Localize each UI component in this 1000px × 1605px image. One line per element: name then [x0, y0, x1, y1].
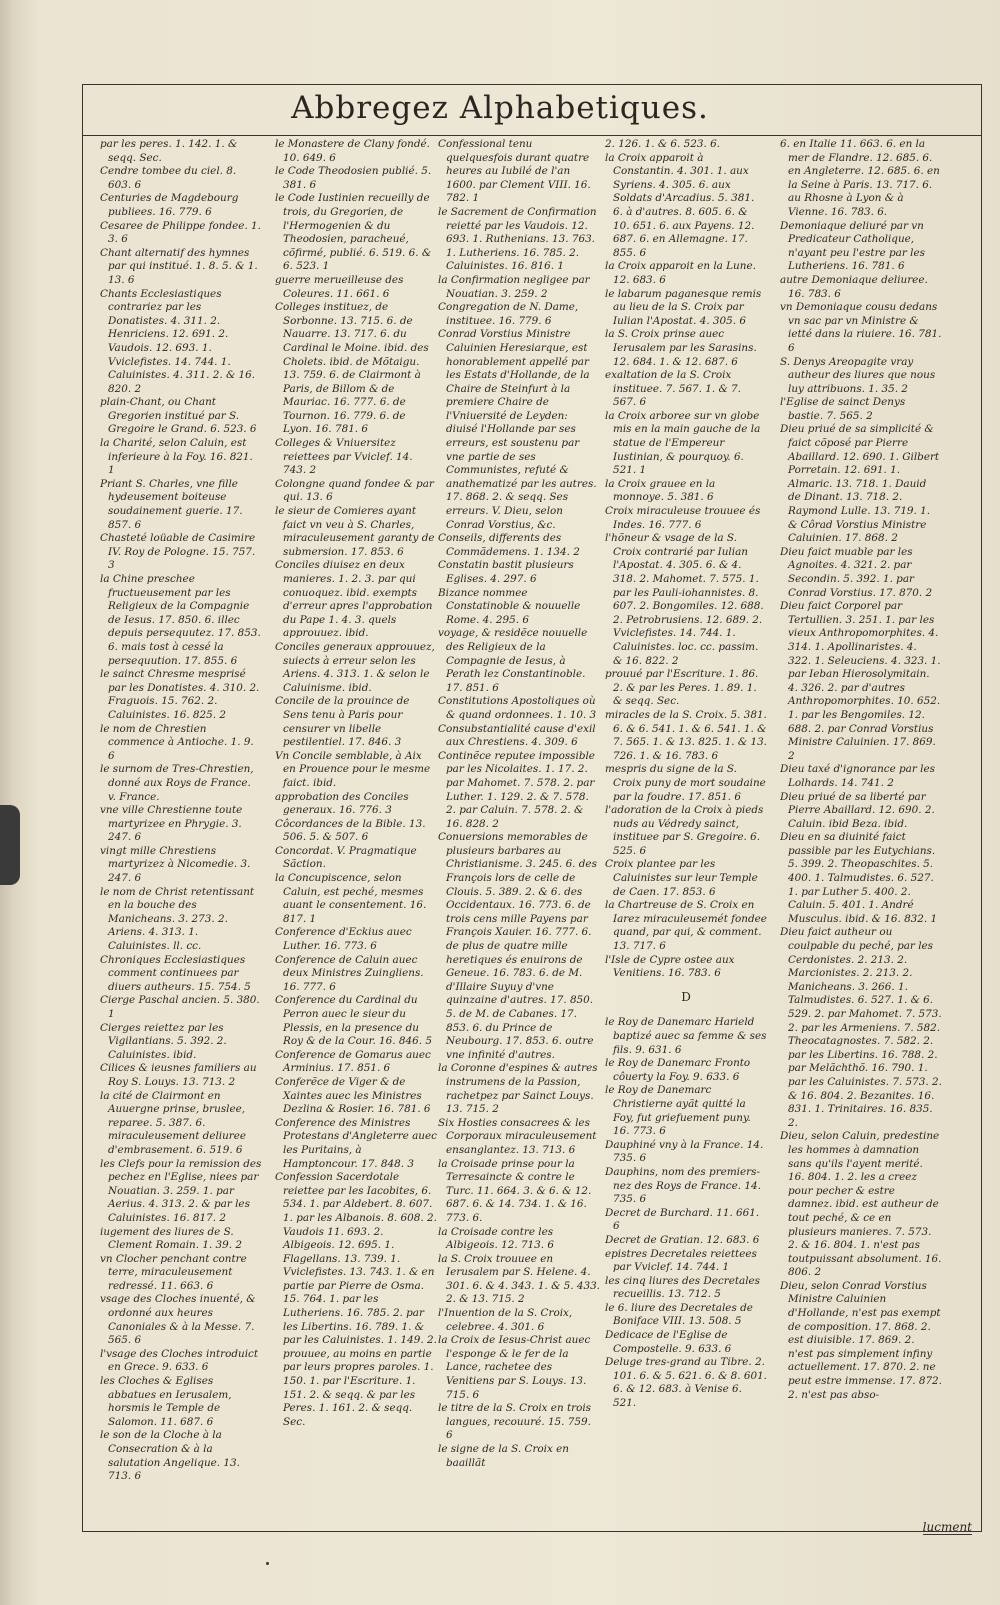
- index-entry: Dedicace de l'Eglise de Compostelle. 9. 633. 6: [605, 1329, 732, 1355]
- index-entry: voyage, & residẽce nouuelle des Religieux de la Compagnie de Iesus, à Perath lez Constantinoble. 17. 851. 6: [438, 627, 588, 694]
- index-entry: Cilices & ieusnes familiers au Roy S. Louys. 13. 713. 2: [100, 1062, 257, 1088]
- index-entry: la Chine preschee fructueusement par les Religieux de la Compagnie de Iesus. 17. 850. 6. illec depuis persequutez. 17. 853. 6. mais tost à cessé la persequution. 17. 855. 6: [100, 573, 261, 667]
- index-entry: exaltation de la S. Croix instituee. 7. 567. 1. & 7. 567. 6: [605, 369, 741, 409]
- index-entry: Chroniques Ecclesiastiques comment continuees par diuers autheurs. 15. 754. 5: [100, 953, 251, 993]
- index-entry: mespris du signe de la S. Croix puny de mort soudaine par la foudre. 17. 851. 6: [605, 763, 766, 803]
- index-entry: la Chartreuse de S. Croix en Iarez miraculeusemét fondee quand, par qui, & comment. 13. 717. 6: [605, 899, 767, 953]
- index-entry: le sainct Chresme mesprisé par les Donatistes. 4. 310. 2. Fraguois. 15. 762. 2. Caluinistes. 16. 825. 2: [100, 668, 260, 721]
- index-entry: la Croix apparoit en la Lune. 12. 683. 6: [605, 260, 756, 286]
- index-entry: 2. 126. 1. & 6. 523. 6.: [605, 138, 720, 150]
- index-entry: le sieur de Comieres ayant faict vn veu à S. Charles, miraculeusement garanty de submersion. 17. 853. 6: [275, 505, 435, 558]
- index-entry: Conciles generaux approuuez, suiects à erreur selon les Ariens. 4. 313. 1. & selon le Caluinisme. ibid.: [275, 640, 435, 694]
- index-entry: vn Demoniaque cousu dedans vn sac par vn Ministre & ietté dans la riuiere. 16. 781. 6: [780, 301, 942, 354]
- index-column-2: [275, 138, 437, 1518]
- index-entry: la Croisade prinse pour la Terresaincte & contre le Turc. 11. 664. 3. & 6. & 12. 687. 6. & 14. 734. 1. & 16. 773. 6.: [438, 1157, 592, 1224]
- index-entry: Dieu priué de sa liberté par Pierre Abaillard. 12. 690. 2. Caluin. ibid Beza. ibid.: [780, 790, 935, 830]
- index-entry: Conference de Gomarus auec Arminius. 17. 851. 6: [275, 1048, 431, 1075]
- index-entry: la Coronne d'espines & autres instrumens de la Passion, rachetpez par Sainct Louys. 13. 715. 2: [438, 1062, 598, 1116]
- index-entry: le son de la Cloche à la Consecration & à la salutation Angelique. 13. 713. 6: [100, 1429, 240, 1483]
- index-entry: vne ville Chrestienne toute martyrizee en Phrygie. 3. 247. 6: [100, 804, 243, 844]
- index-entry: Chants Ecclesiastiques contrariez par les Donatistes. 4. 311. 2. Henriciens. 12. 691. 2. Vaudois. 12. 693. 1. Vviclefistes. 14. 744. 1. Caluinistes. 4. 311. 2. & 16. 820. 2: [100, 287, 256, 395]
- index-entry: Vn Concile semblable, à Aix en Prouence pour le mesme faict. ibid.: [275, 749, 431, 789]
- index-entry: Consubstantialité cause d'exil aux Chrestiens. 4. 309. 6: [438, 722, 596, 749]
- index-entry: S. Denys Areopagite vray autheur des liures que nous luy attribuons. 1. 35. 2: [780, 355, 936, 395]
- index-entry: le titre de la S. Croix en trois langues, recouuré. 15. 759. 6: [438, 1402, 592, 1442]
- index-entry: Dieu en sa diuinité faict passible par les Eutychians. 5. 399. 2. Theopaschites. 5. 400. 1. Talmudistes. 6. 527. 1. par Luther 5. 400. 2. Caluin. 5. 401. 1. André Musculus. ibid. & 16. 832. 1: [780, 831, 938, 925]
- index-entry: 6. en Italie 11. 663. 6. en la mer de Flandre. 12. 685. 6. en Angleterre. 12. 685. 6. en la Seine à Paris. 13. 717. 6. au Rhosne à Lyon & à Vienne. 16. 783. 6.: [780, 138, 940, 218]
- index-entry: les cinq liures des Decretales recueillis. 13. 712. 5: [605, 1274, 761, 1301]
- index-entry: Cierge Paschal ancien. 5. 380. 1: [100, 994, 260, 1020]
- index-entry: le surnom de Tres-Chrestien, donné aux Roys de France. v. France.: [100, 763, 254, 803]
- index-entry: le Sacrement de Confirmation reietté par les Vaudois. 12. 693. 1. Ruthenians. 13. 763. 1. Lutheriens. 16. 785. 2. Caluinistes. 16. 816. 1: [438, 205, 597, 273]
- index-entry: la Croix de Iesus-Christ auec l'esponge & le fer de la Lance, rachetee des Venitiens par S. Louys. 13. 715. 6: [438, 1334, 591, 1401]
- index-entry: prouué par l'Escriture. 1. 86. 2. & par les Peres. 1. 89. 1. & seqq. Sec.: [605, 668, 759, 708]
- index-entry: le nom de Chrestien commence à Antioche. 1. 9. 6: [100, 722, 254, 762]
- index-entry: Conference des Ministres Protestans d'Angleterre auec les Puritains, à Hamptoncour. 17. 848. 3: [275, 1116, 437, 1170]
- index-entry: le nom de Christ retentissant en la bouche des Manicheans. 3. 273. 2. Ariens. 4. 313. 1. Caluinistes. ll. cc.: [100, 885, 255, 953]
- index-entry: vingt mille Chrestiens martyrizez à Nicomedie. 3. 247. 6: [100, 844, 251, 885]
- index-entry: Demoniaque deliuré par vn Predicateur Catholique, n'ayant peu l'estre par les Lutheriens. 16. 781. 6: [780, 219, 925, 273]
- index-entry: Dieu, selon Caluin, predestine les hommes à damnation sans qu'ils l'ayent merité. 16. 804. 1. 2. les a creez pour pecher & estre damnez. ibid. est autheur de tout peché, & ce en plusieurs manieres. 7. 573. 2. & 16. 804. 1. n'est pas toutpuissant absolument. 16. 806. 2: [780, 1130, 942, 1279]
- header-rule: [83, 135, 981, 136]
- index-entry: Constatin bastit plusieurs Eglises. 4. 297. 6: [438, 559, 574, 585]
- index-entry: Dauphins, nom des premiers-nez des Roys de France. 14. 735. 6: [605, 1165, 761, 1206]
- index-entry: Cierges reiettez par les Vigilantians. 5. 392. 2. Caluinistes. ibid.: [100, 1021, 227, 1061]
- index-entry: Conferẽce de Viger & de Xaintes auec les Ministres Dezlina & Rosier. 16. 781. 6: [275, 1075, 431, 1116]
- index-entry: le Roy de Danemarc Fronto côuerty la Foy. 9. 633. 6: [605, 1057, 751, 1083]
- index-entry: la Croisade contre les Albigeois. 12. 713. 6: [438, 1225, 554, 1252]
- index-entry: Confession Sacerdotale reiettee par les Iacobites, 6. 534. 1. par Aldebert. 8. 607. 1. par les Albanois. 8. 608. 2. Vaudois 11. 693. 2. Albigeois. 12. 695. 1. Flagellans. 13. 739. 1. Vviclefistes. 13. 743. 1. & en partie par Pierre de Osma. 15. 764. 1. par les Lutheriens. 16. 785. 2. par les Libertins. 16. 789. 1. & par les Caluinistes. 1. 149. 2. prouuee, au moins en partie par leurs propres paroles. 1. 150. 1. par l'Escriture. 1. 151. 2. & seqq. & par les Peres. 1. 161. 2. & seqq. Sec.: [275, 1171, 437, 1428]
- index-entry: le Code Iustinien recueilly de trois, du Gregorien, de l'Hermogenien & du Theodosien, paracheué, cõfirmé, publié. 6. 519. 6. & 6. 523. 1: [275, 192, 432, 273]
- index-entry: Colongne quand fondee & par qui. 13. 6: [275, 477, 434, 504]
- catchword: lucment: [922, 1520, 972, 1534]
- index-entry: Six Hosties consacrees & les Corporaux miraculeusement ensanglantez. 13. 713. 6: [438, 1116, 597, 1156]
- index-entry: Colleges instituez, de Sorbonne. 13. 715. 6. de Nauarre. 13. 717. 6. du Cardinal le Moine. ibid. des Cholets. ibid. de Mõtaigu. 13. 759. 6. de Clairmont à Paris, de Billom & de Mauriac. 16. 777. 6. de Tournon. 16. 779. 6. de Lyon. 16. 781. 6: [275, 301, 429, 436]
- index-entry: Colleges & Vniuersitez reiettees par Vviclef. 14. 743. 2: [275, 437, 413, 477]
- index-entry: guerre merueilleuse des Coleures. 11. 661. 6: [275, 273, 404, 300]
- index-entry: Decret de Gratian. 12. 683. 6: [605, 1233, 760, 1246]
- index-entry: les Cloches & Eglises abbatues en Ierusalem, horsmis le Temple de Salomon. 11. 687. 6: [100, 1375, 232, 1428]
- index-entry: la Croix grauee en la monnoye. 5. 381. 6: [605, 477, 716, 504]
- index-entry: Cesaree de Philippe fondee. 1. 3. 6: [100, 219, 261, 246]
- index-column-1: [100, 138, 262, 1518]
- index-entry: Cendre tombee du ciel. 8. 603. 6: [100, 165, 237, 191]
- index-column-5: [780, 138, 942, 1518]
- index-entry: la S. Croix trouuee en Ierusalem par S. Helene. 4. 301. 6. & 4. 343. 1. & 5. 433. 2. & 13. 715. 2: [438, 1252, 600, 1306]
- index-entry: les Clefs pour la remission des pechez en l'Eglise, niees par Nouatian. 3. 259. 1. par Aerius. 4. 313. 2. & par les Caluinistes. 16. 817. 2: [100, 1157, 262, 1224]
- index-entry: la Concupiscence, selon Caluin, est peché, mesmes auant le consentement. 16. 817. 1: [275, 872, 427, 925]
- index-entry: le Roy de Danemarc Harield baptizé auec sa femme & ses fils. 9. 631. 6: [605, 1016, 767, 1056]
- section-letter: D: [681, 989, 691, 1004]
- index-entry: le labarum paganesque remis au lieu de la S. Croix par Iulian l'Apostat. 4. 305. 6: [605, 287, 762, 327]
- index-entry: le Roy de Danemarc Christierne ayãt quitté la Foy, fut griefuement puny. 16. 773. 6: [605, 1084, 751, 1138]
- index-entry: la Confirmation negligee par Nouatian. 3. 259. 2: [438, 273, 590, 300]
- index-entry: Conference de Caluin auec deux Ministres Zuingliens. 16. 777. 6: [275, 953, 424, 993]
- index-entry: vsage des Cloches inuenté, & ordonné aux heures Canoniales & à la Messe. 7. 565. 6: [100, 1293, 256, 1347]
- index-entry: Dieu priué de sa simplicité & faict cõposé par Pierre Abaillard. 12. 690. 1. Gilbert Porretain. 12. 691. 1. Almaric. 13. 718. 1. Dauid de Dinant. 13. 718. 2. Raymond Lulle. 13. 719. 1. & Côrad Vorstius Ministre Caluinien. 17. 868. 2: [780, 423, 940, 545]
- index-entry: le signe de la S. Croix en baaillãt: [438, 1443, 570, 1469]
- index-entry: la S. Croix prinse auec Ierusalem par les Sarasins. 12. 684. 1. & 12. 687. 6: [605, 328, 757, 368]
- index-entry: Dieu faict muable par les Agnoites. 4. 321. 2. par Secondin. 5. 392. 1. par Conrad Vorstius. 17. 870. 2: [780, 545, 933, 599]
- index-entry: l'Inuention de la S. Croix, celebree. 4. 301. 6: [438, 1307, 573, 1333]
- index-entry: Conrad Vorstius Ministre Caluinien Heresiarque, est honorablement appellé par les Estats d'Hollande, de la Chaire de Steinfurt à la premiere Chaire de l'Vniuersité de Leyden: diuisé l'Hollande par ses erreurs, est soustenu par vne partie de ses Communistes, refuté & anathematizé par les autres. 17. 868. 2. & seqq. Ses erreurs. V. Dieu, selon Conrad Vorstius, &c.: [438, 328, 597, 531]
- index-entry: Deluge tres-grand au Tibre. 2. 101. 6. & 5. 621. 6. & 8. 601. 6. & 12. 683. à Venise 6. 521.: [605, 1356, 767, 1410]
- index-entry: l'Eglise de sainct Denys bastie. 7. 565. 2: [780, 396, 906, 422]
- binding-clip: [0, 805, 20, 885]
- index-entry: Centuries de Magdebourg publiees. 16. 779. 6: [100, 192, 239, 218]
- page-title: Abbregez Alphabetiques.: [291, 90, 709, 126]
- index-entry: miracles de la S. Croix. 5. 381. 6. & 6. 541. 1. & 6. 541. 1. & 7. 565. 1. & 13. 825. 1. & 13. 726. 1. & 16. 783. 6: [605, 708, 767, 762]
- signature-dot: [266, 1562, 269, 1565]
- index-entry: Confessional tenu quelquesfois durant quatre heures au Iubilé de l'an 1600. par Clement VIII. 16. 782. 1: [438, 138, 591, 205]
- index-entry: epistres Decretales reiettees par Vviclef. 14. 744. 1: [605, 1247, 757, 1274]
- index-entry: la Croix arboree sur vn globe mis en la main gauche de la statue de l'Empereur Iustinian, & pourquoy. 6. 521. 1: [605, 409, 761, 477]
- index-entry: Côcordances de la Bible. 13. 506. 5. & 507. 6: [275, 817, 426, 844]
- index-entry: Conference d'Eckius auec Luther. 16. 773. 6: [275, 926, 412, 953]
- index-entry: approbation des Conciles generaux. 16. 776. 3: [275, 790, 409, 817]
- index-entry: Conseils, differents des Commãdemens. 1. 134. 2: [438, 532, 580, 558]
- index-entry: Conciles diuisez en deux manieres. 1. 2. 3. par qui conuoquez. ibid. exempts d'erreur apres l'approbation du Pape 1. 4. 3. quels approuuez. ibid.: [275, 559, 433, 640]
- index-entry: le Monastere de Clany fondé. 10. 649. 6: [275, 138, 430, 164]
- index-entry: autre Demoniaque deliuree. 16. 783. 6: [780, 273, 928, 300]
- index-entry: l'hõneur & vsage de la S. Croix contrarié par Iulian l'Apostat. 4. 305. 6. & 4. 318. 2. Mahomet. 7. 575. 1. par les Pauli-iohannistes. 8. 607. 2. Bongomiles. 12. 688. 2. Petrobrusiens. 12. 689. 2. Vviclefistes. 14. 744. 1. Caluinistes. loc. cc. passim. & 16. 822. 2: [605, 532, 764, 667]
- index-entry: la cité de Clairmont en Auuergne prinse, bruslee, reparee. 5. 387. 6. miraculeusement deliuree d'embrasement. 6. 519. 6: [100, 1089, 247, 1156]
- index-entry: Priant S. Charles, vne fille hydeusement boiteuse soudainement guerie. 17. 857. 6: [100, 477, 243, 531]
- index-entry: Dieu faict autheur ou coulpable du peché, par les Cerdonistes. 2. 213. 2. Marcionistes. 2. 213. 2. Manicheans. 3. 266. 1. Talmudistes. 6. 527. 1. & 6. 529. 2. par Mahomet. 7. 573. 2. par les Armeniens. 7. 582. Theocatagnostes. 7. 582. 2. par les Libertins. 16. 788. 2. par Melãchthõ. 16. 790. 1. par les Caluinistes. 7. 573. 2. & 16. 804. 2. Bezanites. 16. 831. 1. Trinitaires. 16. 835. 2.: [780, 926, 942, 1129]
- index-column-3: [438, 138, 600, 1518]
- index-entry: Chasteté loüable de Casimire IV. Roy de Pologne. 15. 757. 3: [100, 532, 256, 572]
- index-entry: Decret de Burchard. 11. 661. 6: [605, 1206, 760, 1233]
- index-columns: [100, 138, 995, 1518]
- index-entry: Continẽce reputee impossible par les Nicolaites. 1. 17. 2. par Mahomet. 7. 578. 2. par Luther. 1. 129. 2. & 7. 578. 2. par Caluin. 7. 578. 2. & 16. 828. 2: [438, 749, 595, 830]
- index-entry: iugement des liures de S. Clement Romain. 1. 39. 2: [100, 1225, 242, 1252]
- index-entry: la Croix apparoit à Constantin. 4. 301. 1. aux Syriens. 4. 305. 6. aux Soldats d'Arcadius. 5. 381. 6. à d'autres. 8. 605. 6. & 10. 651. 6. aux Payens. 12. 687. 6. en Allemagne. 17. 855. 6: [605, 151, 755, 259]
- index-entry: l'Isle de Cypre ostee aux Venitiens. 16. 783. 6: [605, 953, 735, 980]
- index-entry: vn Clocher penchant contre terre, miraculeusement redressé. 11. 663. 6: [100, 1252, 247, 1292]
- index-column-4: [605, 138, 767, 1518]
- index-entry: Concile de la prouince de Sens tenu à Paris pour censurer vn libelle pestilentiel. 17. 846. 3: [275, 695, 410, 749]
- index-entry: Concordat. V. Pragmatique Sãction.: [275, 844, 417, 871]
- index-entry: Dieu taxé d'ignorance par les Lolhards. 14. 741. 2: [780, 763, 935, 789]
- index-entry: Chant alternatif des hymnes par qui institué. 1. 8. 5. & 1. 13. 6: [100, 246, 258, 286]
- index-entry: le Code Theodosien publié. 5. 381. 6: [275, 165, 432, 191]
- index-entry: le 6. liure des Decretales de Boniface VIII. 13. 508. 5: [605, 1301, 753, 1328]
- index-entry: l'vsage des Cloches introduict en Grece. 9. 633. 6: [100, 1347, 259, 1374]
- index-entry: plain-Chant, ou Chant Gregorien institué par S. Gregoire le Grand. 6. 523. 6: [100, 396, 257, 436]
- index-entry: Conuersions memorables de plusieurs barbares au Christianisme. 3. 245. 6. des François lors de celle de Clouis. 5. 389. 2. & 6. des Occidentaux. 16. 773. 6. de trois cens mille Payens par François Xauier. 16. 777. 6. de plus de quatre mille heretiques és enuirons de Geneue. 16. 783. 6. de M. d'Illaire Suyuy d'vne quinzaine d'autres. 17. 850. 5. de M. de Cabanes. 17. 853. 6. du Prince de Neubourg. 17. 853. 6. outre vne infinité d'autres.: [438, 831, 597, 1061]
- index-entry: Bizance nommee Constatinoble & nouuelle Rome. 4. 295. 6: [438, 586, 581, 626]
- index-entry: Croix miraculeuse trouuee és Indes. 16. 777. 6: [605, 505, 761, 531]
- index-entry: Dauphiné vny à la France. 14. 735. 6: [605, 1138, 764, 1165]
- index-entry: Croix plantee par les Caluinistes sur leur Temple de Caen. 17. 853. 6: [605, 858, 758, 898]
- index-entry: Congregation de N. Dame, instituee. 16. 779. 6: [438, 301, 579, 327]
- index-entry: la Charité, selon Caluin, est inferieure à la Foy. 16. 821. 1: [100, 437, 253, 477]
- index-entry: Dieu, selon Conrad Vorstius Ministre Caluinien d'Hollande, n'est pas exempt de composition. 17. 868. 2. est diuisible. 17. 869. 2. n'est pas simplement infiny actuellement. 17. 870. 2. ne peut estre immense. 17. 872. 2. n'est pas abso-: [780, 1279, 942, 1401]
- index-entry: Conference du Cardinal du Perron auec le sieur du Plessis, en la presence du Roy & de la Cour. 16. 846. 5: [275, 994, 432, 1048]
- index-entry: l'adoration de la Croix à pieds nuds au Védredy sainct, instituee par S. Gregoire. 6. 525. 6: [605, 804, 764, 857]
- index-entry: Dieu faict Corporel par Tertullien. 3. 251. 1. par les vieux Anthropomorphites. 4. 314. 1. Apollinaristes. 4. 322. 1. Seleuciens. 4. 323. 1. par Ieban Hierosolymitain. 4. 326. 2. par d'autres Anthropomorphites. 10. 652. 1. par les Bengomiles. 12. 688. 2. par Conrad Vorstius Ministre Caluinien. 17. 869. 2: [780, 600, 941, 762]
- index-entry: par les peres. 1. 142. 1. & seqq. Sec.: [100, 138, 238, 164]
- index-entry: Constitutions Apostoliques où & quand ordonnees. 1. 10. 3: [438, 695, 597, 721]
